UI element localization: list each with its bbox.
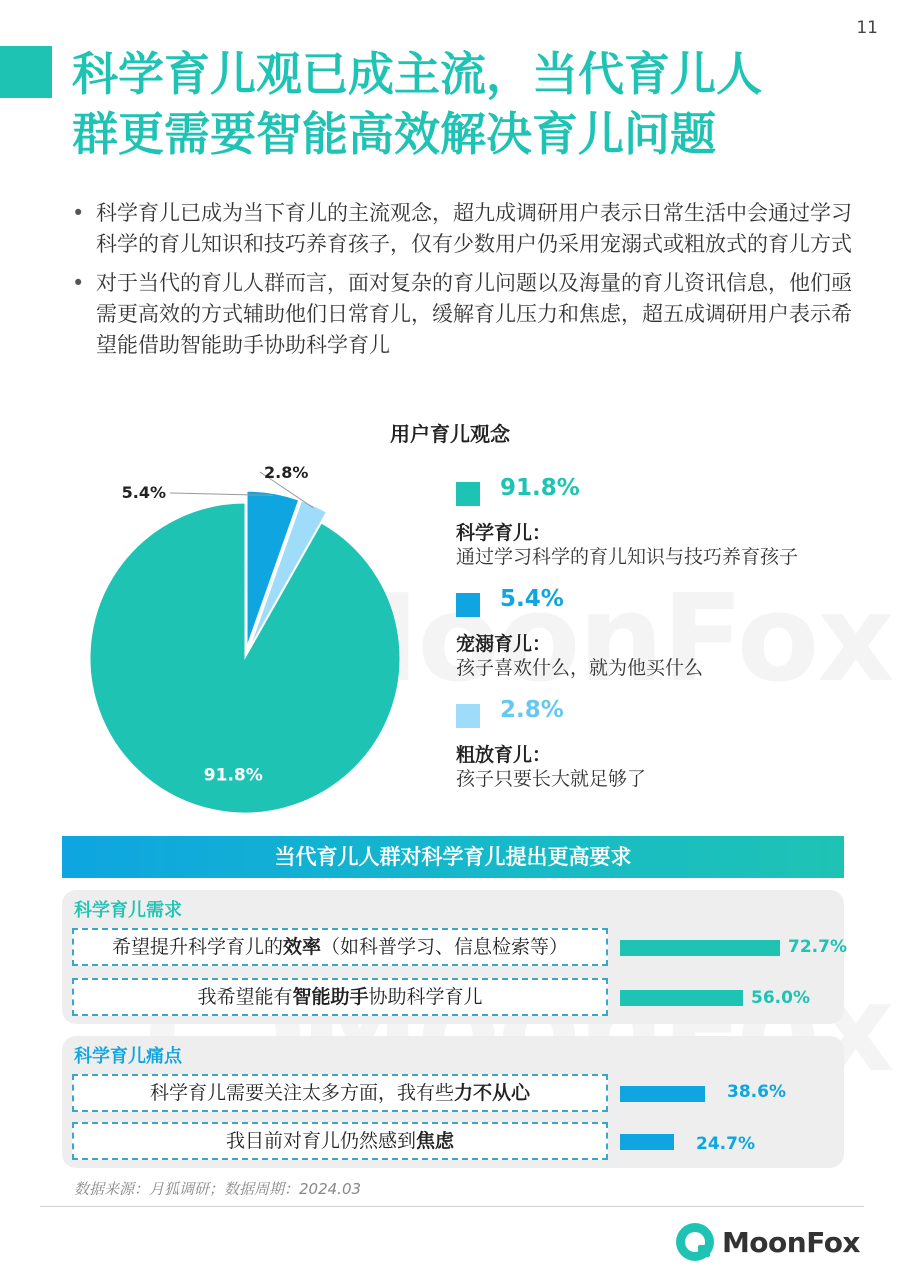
row-text-post: 协助科学育儿 [368,986,483,1008]
row-text-pre: 希望提升科学育儿的 [111,936,283,958]
legend-desc: 孩子只要长大就足够了 [456,768,647,790]
needs-panel [62,890,847,1024]
title-line-1: 科学育儿观已成主流，当代育儿人 [72,47,762,101]
needs-row-2 [72,978,608,1016]
bar-value: 38.6% [727,1082,786,1102]
pie-label-2: 2.8% [264,463,309,482]
pain-row-1 [72,1074,608,1112]
legend-name-text: 宠溺育儿 [456,633,533,655]
row-text-pre: 我希望能有 [197,986,293,1008]
row-text-post: （如科普学习、信息检索等） [321,936,569,958]
bar-value: 56.0% [751,988,810,1008]
legend-name-text: 粗放育儿 [456,744,533,766]
pie-label-1: 5.4% [121,483,166,502]
bar-value: 24.7% [696,1134,755,1154]
pain-section-label: 科学育儿痛点 [74,1046,182,1067]
page-title [72,44,762,164]
page-number: 11 [856,18,878,38]
pie-legend [454,472,874,805]
legend-item-spoiling [454,583,874,694]
row-text-pre: 我目前对育儿仍然感到 [225,1130,416,1152]
pie-chart-title: 用户育儿观念 [390,422,510,446]
pain-row-2 [72,1122,608,1160]
data-source-note: 数据来源：月狐调研；数据周期：2024.03 [74,1180,362,1198]
legend-item-extensive [454,694,874,805]
bar-value: 72.7% [788,937,847,957]
row-text-bold: 焦虑 [416,1130,455,1152]
pain-points-panel [62,1036,844,1168]
bar-pain-2 [620,1134,674,1150]
footer-divider [40,1206,864,1207]
legend-name: 粗放育儿： [456,744,552,766]
bullet-item: • 科学育儿已成为当下育儿的主流观念，超九成调研用户表示日常生活中会通过学习科学的育儿知识和技巧养育孩子，仅有少数用户仍采用宠溺式或粗放式的育儿方式 [72,198,852,260]
title-marker [0,46,52,98]
bar-pain-1 [620,1086,705,1102]
legend-swatch [456,593,480,617]
legend-percent: 5.4% [500,586,564,612]
brand-logo [676,1222,860,1262]
legend-percent: 2.8% [500,697,564,723]
title-line-2: 群更需要智能高效解决育儿问题 [72,107,716,161]
legend-name: 宠溺育儿： [456,633,552,655]
needs-row-1 [72,928,608,966]
row-text-bold: 力不从心 [454,1082,531,1104]
pie-label-0: 91.8% [203,765,263,786]
row-text-bold: 智能助手 [292,986,369,1008]
row-text-bold: 效率 [282,936,321,958]
legend-swatch [456,704,480,728]
moonfox-logo-icon [676,1223,714,1261]
requirements-banner: 当代育儿人群对科学育儿提出更高要求 [62,836,844,878]
legend-swatch [456,482,480,506]
brand-name: MoonFox [721,1225,860,1259]
bar-needs-2 [620,990,743,1006]
legend-item-scientific [454,472,874,583]
row-text-pre: 科学育儿需要关注太多方面，我有些 [149,1082,454,1104]
needs-section-label: 科学育儿需求 [74,900,182,921]
bullet-item: • 对于当代的育儿人群而言，面对复杂的育儿问题以及海量的育儿资讯信息，他们亟需更高效的方式辅助他们日常育儿，缓解育儿压力和焦虑，超五成调研用户表示希望能借助智能助手协助科学育儿 [72,268,852,361]
bullet-list [72,198,852,369]
legend-desc: 通过学习科学的育儿知识与技巧养育孩子 [456,546,799,568]
legend-name-text: 科学育儿 [456,522,533,544]
legend-name: 科学育儿： [456,522,552,544]
pie-chart-svg [80,448,420,818]
pie-chart [80,448,420,818]
legend-desc: 孩子喜欢什么，就为他买什么 [456,657,704,679]
bar-needs-1 [620,940,780,956]
legend-percent: 91.8% [500,475,580,501]
